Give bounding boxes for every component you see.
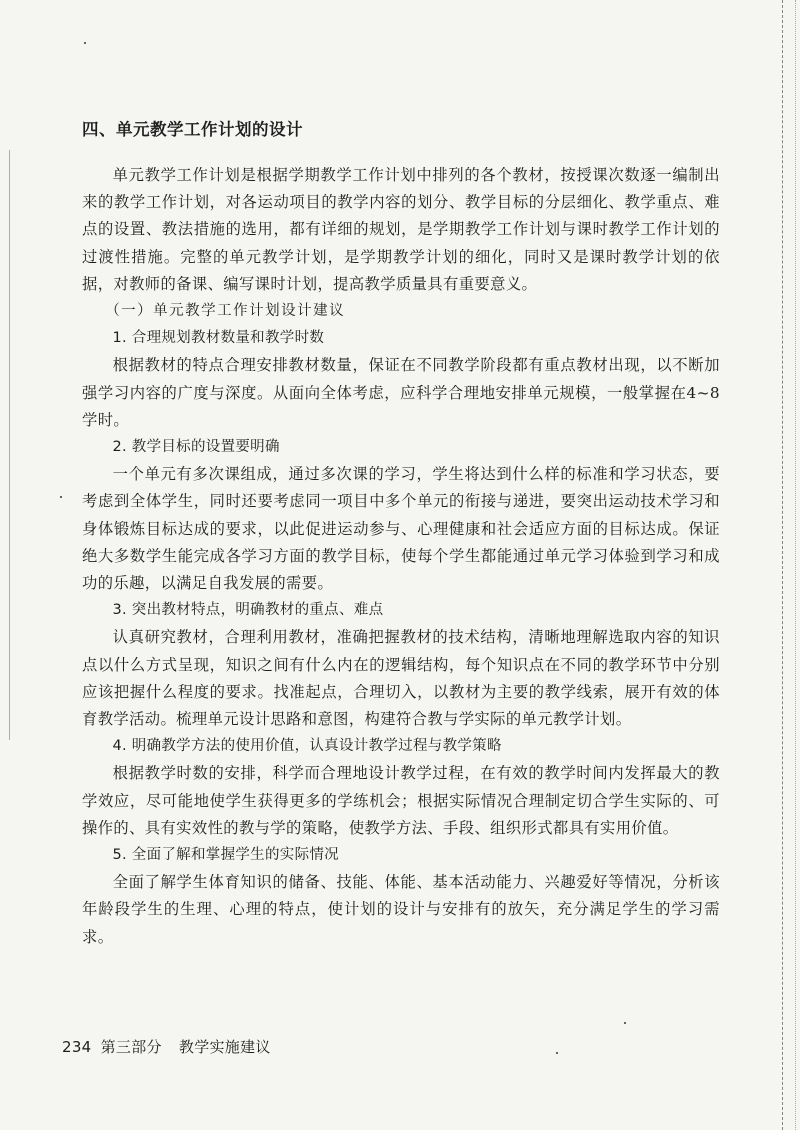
scan-speck (84, 42, 86, 44)
item-body: 根据教学时数的安排，科学而合理地设计教学过程，在有效的教学时间内发挥最大的教学效应，尽可能地使学生获得更多的学练机会；根据实际情况合理制定切合学生实际的、可操作的、具有实效性的教与学的策略，使教学方法、手段、组织形式都具有实用价值。 (82, 764, 720, 837)
scan-edge-right (782, 0, 784, 1130)
item-title: 2. 教学目标的设置要明确 (112, 439, 280, 456)
item-title: 3. 突出教材特点，明确教材的重点、难点 (112, 602, 384, 619)
scan-edge-right-outer (795, 0, 797, 1130)
footer-part: 第三部分 (100, 1038, 162, 1056)
scan-speck (556, 1052, 558, 1054)
item-body: 全面了解学生体育知识的储备、技能、体能、基本活动能力、兴趣爱好等情况，分析该年龄段学生的生理、心理的特点，使计划的设计与安排有的放矢，充分满足学生的学习需求。 (82, 873, 720, 946)
intro-paragraph: 单元教学工作计划是根据学期教学工作计划中排列的各个教材，按授课次数逐一编制出来的教学工作计划，对各运动项目的教学内容的划分、教学目标的分层细化、教学重点、难点的设置、教法措施的选用，都有详细的规划，是学期教学工作计划与课时教学工作计划的过渡性措施。完整的单元教学计划，是学期教学计划的细化，同时又是课时教学计划的依据，对教师的备课、编写课时计划，提高教学质量具有重要意义。 (82, 166, 720, 293)
scan-edge-left (9, 150, 11, 740)
scan-speck (60, 496, 62, 498)
item-body: 根据教材的特点合理安排教材数量，保证在不同教学阶段都有重点教材出现，以不断加强学习内容的广度与深度。从面向全体考虑，应科学合理地安排单元规模，一般掌握在4~8学时。 (82, 356, 720, 429)
page-footer (62, 1036, 271, 1057)
section-heading: 四、单元教学工作计划的设计 (82, 120, 303, 139)
page-number: 234 (62, 1038, 92, 1056)
page-content (82, 118, 720, 951)
item-body: 一个单元有多次课组成，通过多次课的学习，学生将达到什么样的标准和学习状态，要考虑到全体学生，同时还要考虑同一项目中多个单元的衔接与递进，要突出运动技术学习和身体锻炼目标达成的要求，以此促进运动参与、心理健康和社会适应方面的目标达成。保证绝大多数学生能完成各学习方面的教学目标，使每个学生都能通过单元学习体验到学习和成功的乐趣，以满足自我发展的需要。 (82, 465, 720, 593)
item-title: 5. 全面了解和掌握学生的实际情况 (112, 847, 339, 864)
scan-speck (624, 1022, 626, 1024)
item-title: 1. 合理规划教材数量和教学时数 (112, 330, 325, 347)
item-title: 4. 明确教学方法的使用价值，认真设计教学过程与教学策略 (112, 738, 502, 755)
subsection-heading: （一）单元教学工作计划设计建议 (105, 303, 346, 320)
item-body: 认真研究教材，合理利用教材，准确把握教材的技术结构，清晰地理解选取内容的知识点以什么方式呈现，知识之间有什么内在的逻辑结构，每个知识点在不同的教学环节中分别应该把握什么程度的要求。找准起点，合理切入，以教材为主要的教学线索，展开有效的体育教学活动。梳理单元设计思路和意图，构建符合教与学实际的单元教学计划。 (82, 628, 720, 729)
footer-chapter: 教学实施建议 (178, 1038, 271, 1056)
